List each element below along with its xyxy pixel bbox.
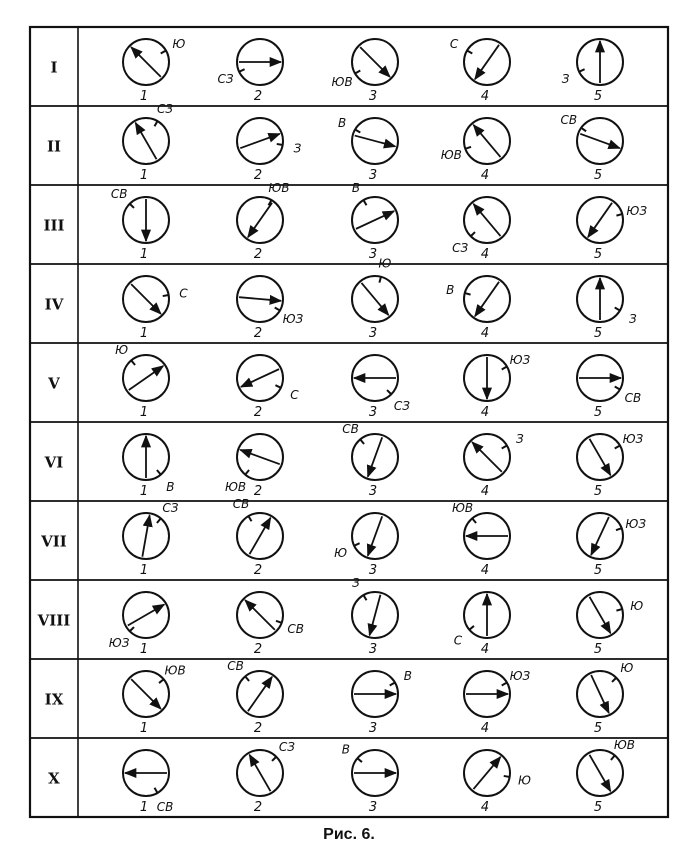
- item-number: 2: [253, 721, 263, 736]
- direction-label: ЮЗ: [282, 312, 304, 326]
- item-number: 3: [368, 800, 378, 815]
- rim-tick: [275, 385, 280, 388]
- direction-label: ЮВ: [613, 737, 636, 752]
- rim-tick: [615, 387, 620, 390]
- direction-arrow: [356, 211, 394, 229]
- direction-arrow: [241, 369, 279, 387]
- direction-label: Ю: [630, 599, 644, 614]
- rim-tick: [502, 683, 507, 686]
- direction-label: СВ: [110, 187, 128, 202]
- direction-arrow: [368, 437, 382, 476]
- row-label: II: [46, 137, 62, 156]
- row-label: III: [43, 216, 65, 235]
- direction-label: З: [629, 312, 637, 326]
- direction-arrow: [248, 677, 272, 711]
- direction-arrow: [590, 439, 611, 475]
- rim-tick: [471, 232, 475, 236]
- row-label: V: [48, 374, 60, 393]
- rim-tick: [155, 788, 158, 793]
- direction-arrow: [590, 755, 611, 791]
- item-number: 1: [139, 89, 149, 104]
- rim-tick: [159, 679, 164, 683]
- rim-tick: [245, 676, 249, 681]
- item-number: 1: [139, 484, 149, 499]
- direction-arrow: [131, 47, 161, 77]
- direction-label: З: [561, 72, 570, 87]
- rim-tick: [465, 147, 471, 149]
- item-number: 1: [139, 563, 149, 578]
- item-number: 4: [480, 326, 490, 341]
- item-number: 4: [480, 89, 490, 104]
- item-number: 2: [253, 168, 263, 183]
- item-number: 2: [253, 247, 263, 262]
- rim-tick: [364, 200, 367, 205]
- item-number: 5: [593, 168, 603, 183]
- direction-label: СЗ: [217, 72, 234, 87]
- item-number: 4: [480, 721, 490, 736]
- direction-label: СЗ: [156, 102, 174, 117]
- rim-tick: [249, 516, 252, 521]
- item-number: 3: [368, 563, 378, 578]
- item-number: 4: [480, 484, 490, 499]
- direction-arrow: [475, 282, 499, 316]
- rim-tick: [276, 621, 282, 623]
- rim-tick: [579, 69, 584, 72]
- direction-label: СВ: [560, 113, 578, 128]
- direction-arrow: [240, 450, 279, 464]
- rim-tick: [379, 277, 381, 283]
- direction-label: В: [351, 181, 361, 196]
- item-number: 3: [368, 405, 378, 420]
- rim-tick: [157, 470, 161, 475]
- rim-tick: [277, 144, 283, 145]
- direction-label: СЗ: [452, 240, 469, 255]
- item-number: 5: [593, 484, 603, 499]
- direction-label: В: [341, 742, 351, 757]
- item-number: 2: [253, 405, 263, 420]
- direction-label: ЮВ: [451, 500, 474, 515]
- direction-arrow: [370, 595, 381, 636]
- direction-arrow: [474, 204, 501, 236]
- direction-arrow: [474, 125, 501, 157]
- item-number: 5: [593, 800, 603, 815]
- figure-caption: Рис. 6.: [323, 826, 375, 843]
- row-label: X: [48, 769, 60, 788]
- direction-label: СВ: [287, 621, 305, 636]
- row-label: IX: [44, 690, 64, 709]
- item-number: 5: [593, 642, 603, 657]
- item-number: 2: [253, 484, 263, 499]
- direction-arrow: [475, 45, 499, 79]
- direction-label: ЮЗ: [509, 669, 531, 683]
- rim-tick: [502, 446, 507, 449]
- item-number: 4: [480, 405, 490, 420]
- direction-label: СВ: [232, 497, 250, 512]
- direction-arrow: [362, 283, 389, 315]
- item-number: 1: [139, 168, 149, 183]
- item-number: 5: [593, 326, 603, 341]
- direction-arrow: [355, 136, 396, 147]
- direction-label: ЮВ: [331, 75, 353, 89]
- item-number: 2: [253, 326, 263, 341]
- rim-tick: [275, 308, 280, 311]
- item-number: 4: [480, 563, 490, 578]
- direction-label: ЮЗ: [509, 353, 531, 367]
- row-label: I: [50, 58, 58, 77]
- item-number: 3: [368, 484, 378, 499]
- direction-label: ЮЗ: [108, 635, 130, 650]
- item-number: 1: [139, 247, 149, 262]
- rim-tick: [502, 367, 507, 370]
- rim-tick: [239, 69, 244, 72]
- direction-arrow: [240, 134, 279, 148]
- rim-tick: [615, 308, 620, 311]
- direction-label: С: [290, 388, 299, 403]
- direction-label: В: [337, 116, 347, 130]
- direction-label: В: [166, 480, 175, 495]
- rim-tick: [354, 543, 359, 546]
- direction-arrow: [250, 755, 271, 791]
- direction-label: ЮЗ: [622, 432, 644, 446]
- item-number: 5: [593, 721, 603, 736]
- row-label: VI: [44, 453, 64, 472]
- item-number: 3: [368, 326, 378, 341]
- item-number: 1: [139, 800, 149, 815]
- direction-label: ЮВ: [164, 663, 186, 678]
- direction-label: СВ: [342, 421, 359, 436]
- direction-arrow: [472, 442, 502, 472]
- item-number: 5: [593, 247, 603, 262]
- item-number: 4: [480, 800, 490, 815]
- direction-arrow: [131, 284, 161, 314]
- rim-tick: [245, 470, 249, 475]
- rim-tick: [472, 518, 476, 523]
- rim-tick: [355, 71, 360, 74]
- item-number: 4: [480, 642, 490, 657]
- direction-arrow: [360, 47, 390, 77]
- rim-tick: [131, 360, 135, 365]
- rim-tick: [157, 518, 161, 523]
- rim-tick: [130, 627, 134, 631]
- rim-tick: [130, 204, 134, 208]
- direction-arrow: [591, 675, 609, 713]
- item-number: 3: [368, 168, 378, 183]
- direction-arrow: [248, 203, 272, 237]
- direction-arrow: [239, 297, 281, 301]
- row-label: IV: [44, 295, 64, 314]
- rim-tick: [616, 528, 622, 530]
- item-number: 1: [139, 642, 149, 657]
- item-number: 3: [368, 721, 378, 736]
- direction-arrow: [590, 597, 611, 633]
- rim-tick: [355, 130, 360, 133]
- rim-tick: [504, 776, 510, 777]
- direction-arrow: [250, 518, 271, 554]
- item-number: 5: [593, 405, 603, 420]
- rim-tick: [467, 51, 472, 54]
- direction-label: ЮЗ: [626, 204, 648, 219]
- item-number: 4: [480, 168, 490, 183]
- rim-tick: [272, 757, 276, 761]
- direction-arrow: [129, 366, 163, 390]
- direction-arrow: [245, 600, 275, 630]
- row-label: VIII: [37, 611, 71, 630]
- item-number: 3: [368, 642, 378, 657]
- rim-tick: [469, 626, 474, 630]
- direction-label: С: [179, 286, 188, 301]
- rim-tick: [616, 609, 622, 611]
- item-number: 2: [253, 563, 263, 578]
- direction-label: С: [449, 37, 459, 51]
- direction-label: ЮВ: [268, 181, 290, 196]
- direction-label: В: [403, 669, 413, 683]
- direction-arrow: [128, 605, 164, 626]
- direction-arrow: [580, 134, 619, 148]
- rim-tick: [615, 446, 620, 449]
- direction-label: СВ: [156, 799, 174, 814]
- direction-label: Ю: [620, 661, 634, 676]
- item-number: 5: [593, 89, 603, 104]
- rim-tick: [465, 293, 471, 295]
- direction-label: В: [446, 283, 455, 298]
- rim-tick: [611, 755, 615, 760]
- rim-tick: [357, 758, 362, 762]
- rim-tick: [161, 51, 166, 54]
- rim-tick: [581, 128, 586, 131]
- direction-label: З: [352, 576, 360, 591]
- item-number: 2: [253, 800, 263, 815]
- item-number: 4: [480, 247, 490, 262]
- direction-label: Ю: [517, 773, 531, 788]
- row-label: VII: [41, 532, 67, 551]
- direction-label: З: [516, 432, 524, 446]
- item-number: 3: [368, 89, 378, 104]
- item-number: 3: [368, 247, 378, 262]
- rim-tick: [387, 390, 391, 394]
- direction-arrow: [368, 516, 382, 555]
- direction-label: Ю: [334, 546, 348, 561]
- rim-tick: [616, 214, 622, 216]
- direction-label: СЗ: [162, 500, 179, 515]
- direction-label: С: [453, 633, 463, 648]
- direction-label: СЗ: [393, 398, 410, 413]
- direction-label: СЗ: [278, 740, 295, 755]
- item-number: 2: [253, 89, 263, 104]
- rim-tick: [612, 678, 616, 682]
- direction-arrow: [588, 203, 612, 237]
- item-number: 5: [593, 563, 603, 578]
- rim-tick: [360, 439, 364, 444]
- direction-arrow: [142, 515, 149, 556]
- direction-label: ЮЗ: [625, 517, 647, 532]
- rim-tick: [364, 595, 367, 600]
- direction-label: СВ: [624, 391, 642, 405]
- item-number: 2: [253, 642, 263, 657]
- item-number: 1: [139, 721, 149, 736]
- direction-label: Ю: [378, 256, 392, 271]
- direction-label: ЮВ: [224, 480, 247, 495]
- direction-label: СВ: [227, 658, 244, 673]
- direction-label: Ю: [115, 342, 129, 357]
- direction-arrow: [136, 123, 157, 159]
- direction-arrow: [474, 757, 501, 789]
- direction-arrow: [131, 679, 161, 709]
- item-number: 1: [139, 326, 149, 341]
- item-number: 1: [139, 405, 149, 420]
- rim-tick: [155, 121, 158, 126]
- direction-label: З: [293, 141, 302, 156]
- direction-arrow: [591, 517, 609, 555]
- direction-label: ЮВ: [440, 147, 462, 162]
- rim-tick: [163, 295, 169, 296]
- rim-tick: [390, 683, 395, 686]
- direction-label: Ю: [172, 37, 186, 51]
